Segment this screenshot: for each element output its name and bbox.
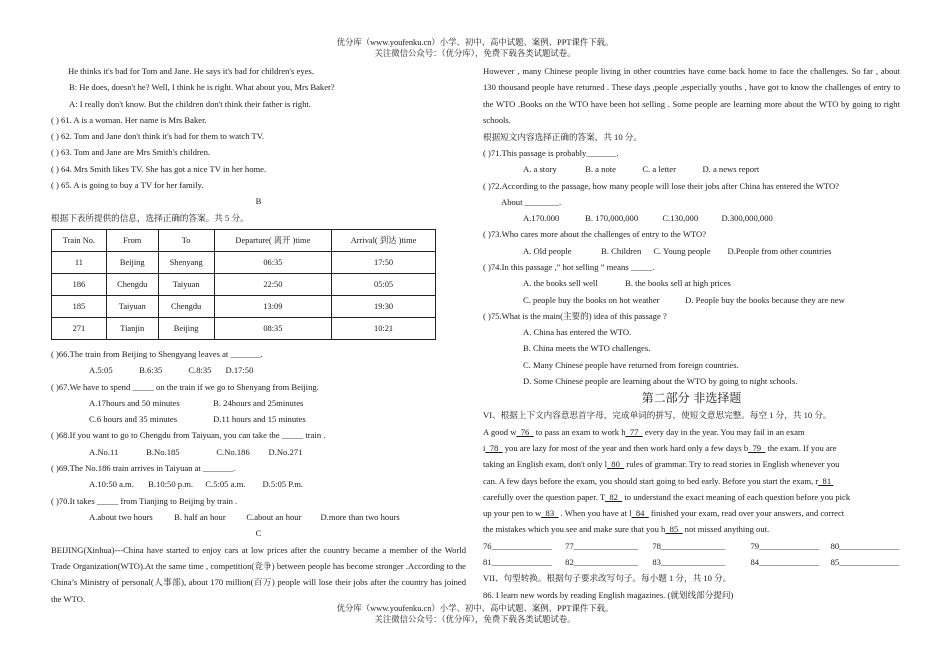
option: B.6:35	[139, 365, 163, 376]
cloze-line: can. A few days before the exam, you should start going to bed early. Before you start the exam, r 81	[483, 475, 832, 486]
left-column	[51, 63, 466, 607]
option: B. a note	[585, 164, 616, 175]
section-vi-instruction: VI、根据上下文内容意思首字母，完成单词的拼写，使短文意思完整。每空 1 分，共 10 分。	[483, 410, 832, 421]
table-cell: 08:35	[214, 317, 332, 339]
question-73: ( )73.Who cares more about the challenges of entry to the WTO?	[483, 229, 707, 240]
question-74-options	[483, 275, 900, 291]
option: C.No.186	[216, 446, 250, 457]
cloze-line: up your pen to w 83 . When you have at l 84 finished your exam, read over your answers, and correct	[483, 508, 845, 519]
answer-blank-78[interactable]: 78_______________	[652, 540, 726, 551]
option: C.8:35	[188, 365, 212, 376]
question-69-options	[51, 476, 466, 492]
section-vii-instruction: VII、句型转换。根据句子要求改写句子。每小题 1 分，共 10 分。	[483, 573, 732, 584]
table-header-cell: From	[106, 229, 158, 251]
option: D.17:50	[225, 365, 254, 376]
option: B. half an hour	[174, 511, 226, 522]
option: A. the books sell well	[523, 278, 598, 289]
answer-blank-83[interactable]: 83_______________	[652, 557, 726, 568]
question-67-options	[51, 395, 466, 411]
option: D. a news report	[702, 164, 760, 175]
question-68: ( )68.If you want to go to Chengdu from Taiyuan, you can take the _____ train .	[51, 430, 326, 441]
option: A.about two hours	[89, 511, 153, 522]
question-67-options-2	[51, 411, 466, 427]
footer-line-2: 关注微信公众号：（优分库），免费下载各类试题试卷。	[374, 615, 576, 624]
dialogue-line: He thinks it's bad for Tom and Jane. He says it's bad for children's eyes.	[68, 66, 314, 76]
question-73-options	[483, 243, 900, 259]
table-row	[52, 295, 436, 317]
section-b-heading: B	[255, 196, 262, 207]
option: A. Old people	[523, 245, 572, 256]
header-line-2: 关注微信公众号：（优分库），免费下载各类试题试卷。	[374, 49, 576, 58]
option: C. Many Chinese people have returned from foreign countries.	[523, 359, 739, 370]
table-header-cell: Train No.	[52, 229, 107, 251]
table-row	[52, 273, 436, 295]
option: B. the books sell at high prices	[625, 278, 731, 289]
option: B.No.185	[146, 446, 180, 457]
table-cell: 10:21	[332, 317, 436, 339]
table-cell: Beijing	[106, 251, 158, 273]
question-71: ( )71.This passage is probably_______.	[483, 147, 619, 158]
option: A. a story	[523, 164, 557, 175]
option: D.No.271	[268, 446, 303, 457]
table-cell: Chengdu	[106, 273, 158, 295]
table-row	[52, 251, 436, 273]
table-cell: 186	[52, 273, 107, 295]
answer-blank-84[interactable]: 84______________	[750, 557, 820, 568]
option: B.10:50 p.m.	[148, 479, 194, 490]
table-cell: Taiyuan	[106, 295, 158, 317]
question-70: ( )70.It takes _____ from Tianjing to Beijing by train .	[51, 495, 238, 506]
question-71-options	[483, 161, 900, 177]
option: C.about an hour	[246, 511, 302, 522]
table-row	[52, 317, 436, 339]
table-cell: 185	[52, 295, 107, 317]
question-69: ( )69.The No.186 train arrives in Taiyuan at _______.	[51, 463, 236, 474]
option: A.10:50 a.m.	[89, 479, 134, 490]
option: D.People from other countries	[727, 245, 832, 256]
table-header-cell: Departure( 离开 )time	[214, 229, 332, 251]
answer-blank-80[interactable]: 80______________	[830, 540, 900, 551]
option: A.17hours and 50 minutes	[89, 397, 180, 408]
cloze-line: the mistakes which you see and make sure that you h 85 not missed anything out.	[483, 524, 770, 535]
dialogue-line: A: I really don't know. But the children don't think their father is right.	[69, 98, 311, 109]
option: A.No.11	[89, 446, 119, 457]
question-66-options	[51, 362, 466, 378]
tf-question-65: ( ) 65. A is going to buy a TV for her family.	[51, 180, 204, 191]
question-74: ( )74.In this passage ,” hot selling ” means _____.	[483, 262, 655, 272]
page-header	[0, 37, 950, 59]
table-header-cell: To	[158, 229, 214, 251]
tf-question-61: ( ) 61. A is a woman. Her name is Mrs Baker.	[51, 114, 207, 125]
section-c-heading: C	[255, 528, 262, 539]
option: D.5:05 P.m.	[262, 479, 304, 490]
option: D.300,000,000	[721, 213, 773, 224]
passage-c: BEIJING(Xinhua)---China have started to enjoy cars at low prices after the country became a member of the World Trade Organization(WTO).At the same time , competition(竞争) between people has become stronger .According to the China’s Ministry of personal(人事部), about 170 million(百万) people will lose their jobs after the country has joined the WTO.	[51, 544, 466, 604]
question-75: ( )75.What is the main(主要的) idea of this passage ?	[483, 310, 667, 321]
option: C. a letter	[642, 164, 676, 175]
table-cell: 271	[52, 317, 107, 339]
option: B. Children	[601, 245, 642, 256]
option: A.170.000	[523, 213, 560, 224]
table-cell: 06:35	[214, 251, 332, 273]
table-cell: 22:50	[214, 273, 332, 295]
page-footer	[0, 603, 950, 625]
table-cell: Beijing	[158, 317, 214, 339]
right-column	[483, 63, 900, 603]
answer-blank-81[interactable]: 81______________	[483, 557, 552, 568]
cloze-line: A good w 76 to pass an exam to work h 77 every day in the year. You may fail in an exam	[483, 426, 805, 437]
cloze-line: i 78 you are lazy for most of the year and then work hard only a few days b 79 the exam. If you are	[483, 442, 837, 453]
question-68-options	[51, 444, 466, 460]
option: D. People buy the books because they are new	[685, 294, 845, 305]
option: D.11 hours and 15 minutes	[213, 414, 306, 425]
section-c-instruction: 根据短文内容选择正确的答案，共 10 分。	[483, 131, 642, 142]
table-cell: 17:50	[332, 251, 436, 273]
tf-question-63: ( ) 63. Tom and Jane are Mrs Smith's children.	[51, 147, 211, 158]
option: B. 24hours and 25minutes	[213, 397, 304, 408]
passage-c-continued: However , many Chinese people living in other countries have come back home to face the challenges. So far , about 130 thousand people have returned . These days ,people ,especially youths , have got to know the challenges of entry to the WTO .Books on the WTO have been hot selling . Some people are learning more about the WTO by going to right schools.	[483, 66, 900, 126]
option: C. people buy the books on hot weather	[523, 294, 660, 305]
answer-blank-85[interactable]: 85______________	[830, 557, 900, 568]
table-cell: Taiyuan	[158, 273, 214, 295]
footer-line-1: 优分库（www.youfenku.cn）小学、初中、高中试题、案例、PPT课件下载。	[336, 604, 614, 613]
cloze-line: carefully over the question paper. T 82 to understand the exact meaning of each question before you pick	[483, 491, 851, 502]
option: D. Some Chinese people are learning about the WTO by going to night schools.	[523, 376, 798, 387]
table-cell: 11	[52, 251, 107, 273]
table-header-cell: Arrival( 到达 )time	[332, 229, 436, 251]
tf-question-64: ( ) 64. Mrs Smith likes TV. She has got a nice TV in her home.	[51, 163, 267, 174]
option: A.5:05	[89, 365, 113, 376]
table-header-row	[52, 229, 436, 251]
section-b-instruction: 根据下表所提供的信息，选择正确的答案。共 5 分。	[51, 212, 249, 223]
train-timetable	[51, 229, 436, 340]
answer-blank-82[interactable]: 82_______________	[565, 557, 639, 568]
question-74-options-2	[483, 292, 900, 308]
option: B. 170,000,000	[585, 213, 639, 224]
option: C.5:05 a.m.	[205, 479, 246, 490]
question-72: ( )72.According to the passage, how many people will lose their jobs after China has entered the WTO?	[483, 180, 839, 191]
cloze-passage	[483, 424, 900, 538]
table-cell: 13:09	[214, 295, 332, 317]
answer-blanks-row-1	[483, 538, 900, 554]
cloze-line: taking an English exam, don't only l 80 rules of grammar. Try to read stories in English whenever you	[483, 459, 840, 470]
answer-blanks-row-2	[483, 554, 900, 570]
table-cell: Shenyang	[158, 251, 214, 273]
answer-blank-76[interactable]: 76______________	[483, 540, 552, 551]
question-70-options	[51, 509, 466, 525]
dialogue-line: B: He does, doesn't he? Well, I think he is right. What about you, Mrs Baker?	[69, 82, 335, 93]
option: A. China has entered the WTO.	[523, 327, 632, 338]
option: C.130,000	[662, 213, 699, 224]
header-line-1: 优分库（www.youfenku.cn）小学、初中、高中试题、案例、PPT课件下载。	[336, 38, 614, 47]
question-86: 86. I learn new words by reading English magazines. (就划线部分提问)	[483, 589, 734, 600]
table-cell: 19:30	[332, 295, 436, 317]
part-two-title: 第二部分 非选择题	[641, 391, 742, 406]
answer-blank-77[interactable]: 77_______________	[565, 540, 639, 551]
option: B. China meets the WTO challenges.	[523, 343, 651, 354]
tf-question-62: ( ) 62. Tom and Jane don't think it's bad for them to watch TV.	[51, 131, 265, 142]
question-72-continued: About ________.	[501, 196, 562, 207]
question-66: ( )66.The train from Beijing to Shengyang leaves at _______.	[51, 348, 263, 359]
option: D.more than two hours	[320, 511, 400, 522]
question-67: ( )67.We have to spend _____ on the train if we go to Shenyang from Beijing.	[51, 381, 319, 392]
option: C.6 hours and 35 minutes	[89, 414, 178, 425]
table-cell: Chengdu	[158, 295, 214, 317]
question-72-options	[483, 210, 900, 226]
option: C. Young people	[653, 245, 711, 256]
answer-blank-79[interactable]: 79______________	[750, 540, 820, 551]
table-cell: 05:05	[332, 273, 436, 295]
table-cell: Tianjin	[106, 317, 158, 339]
